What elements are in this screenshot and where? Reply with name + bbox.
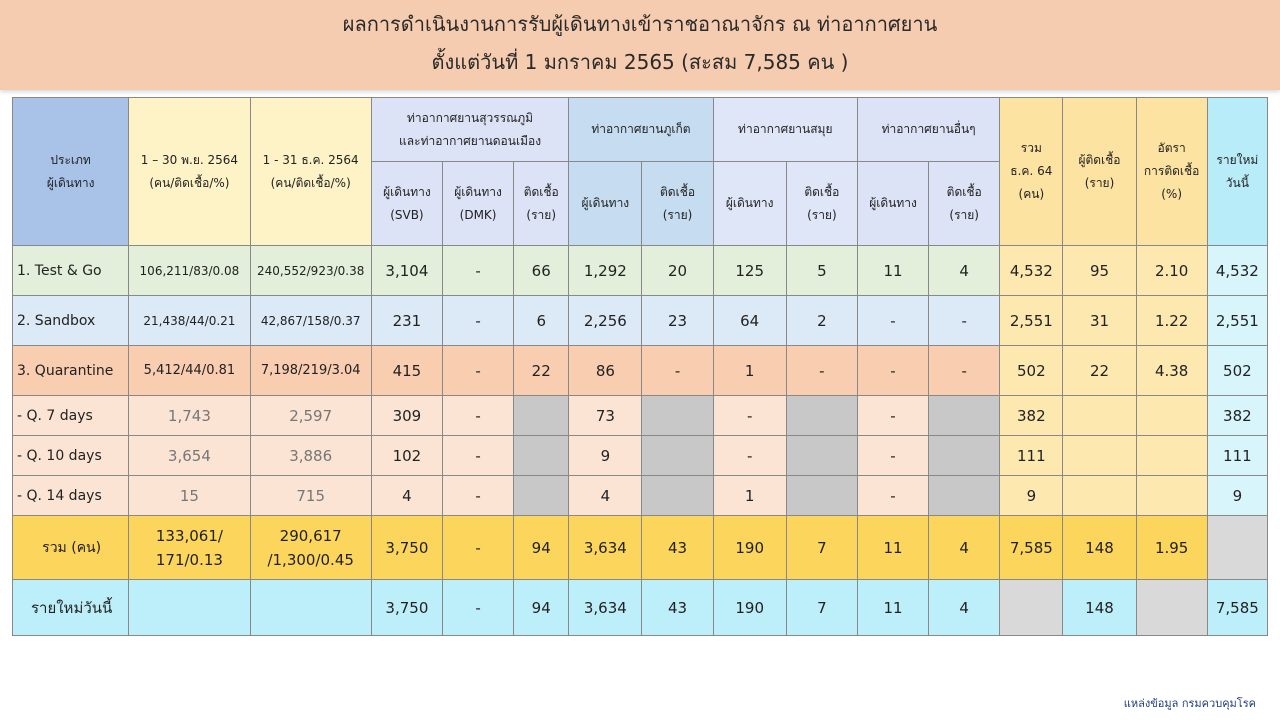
row-label: รวม (คน)	[13, 516, 129, 580]
cell-hkt: 86	[569, 346, 642, 396]
cell-rate	[1136, 396, 1207, 436]
table-row	[13, 396, 1268, 436]
cell-infected: 148	[1063, 516, 1136, 580]
cell-new-today: 2,551	[1207, 296, 1267, 346]
cell-dmk: -	[442, 396, 513, 436]
cell-sum: 2,551	[1000, 296, 1063, 346]
cell-svb-infected: 6	[514, 296, 569, 346]
row-label: 3. Quarantine	[13, 346, 129, 396]
cell-infected	[1063, 476, 1136, 516]
col-header-dec: 1 - 31 ธ.ค. 2564 (คน/ติดเชื้อ/%)	[250, 98, 371, 246]
cell-usm-infected	[786, 396, 857, 436]
cell-hkt-infected: 43	[642, 516, 713, 580]
cell-other-infected	[929, 476, 1000, 516]
col-header-new-today: รายใหม่ วันนี้	[1207, 98, 1267, 246]
cell-dec: 7,198/219/3.04	[250, 346, 371, 396]
page-title: ผลการดำเนินงานการรับผู้เดินทางเข้าราชอาณาจักร ณ ท่าอากาศยาน	[342, 12, 938, 36]
cell-svb-infected: 66	[514, 246, 569, 296]
cell-hkt-infected: 20	[642, 246, 713, 296]
cell-svb: 309	[371, 396, 442, 436]
cell-dmk: -	[442, 436, 513, 476]
cell-svb-infected: 22	[514, 346, 569, 396]
cell-dmk: -	[442, 246, 513, 296]
table-row	[13, 296, 1268, 346]
cell-hkt: 73	[569, 396, 642, 436]
cell-sum: 4,532	[1000, 246, 1063, 296]
cell-nov	[129, 580, 250, 636]
cell-new-today: 4,532	[1207, 246, 1267, 296]
col-header-usm-travelers: ผู้เดินทาง	[713, 162, 786, 246]
col-header-svb-group: ท่าอากาศยานสุวรรณภูมิ และท่าอากาศยานดอนเมือง	[371, 98, 568, 162]
col-header-other-group: ท่าอากาศยานอื่นๆ	[857, 98, 999, 162]
cell-other-infected	[929, 436, 1000, 476]
cell-hkt-infected	[642, 476, 713, 516]
cell-new-today	[1207, 516, 1267, 580]
table-row	[13, 476, 1268, 516]
cell-usm-infected: 7	[786, 580, 857, 636]
cell-infected: 31	[1063, 296, 1136, 346]
cell-other-infected: -	[929, 346, 1000, 396]
cell-svb-infected	[514, 396, 569, 436]
col-header-svb-infected: ติดเชื้อ (ราย)	[514, 162, 569, 246]
cell-dec: 2,597	[250, 396, 371, 436]
cell-hkt-infected: 23	[642, 296, 713, 346]
cell-hkt-infected: 43	[642, 580, 713, 636]
cell-svb-infected: 94	[514, 516, 569, 580]
cell-infected	[1063, 436, 1136, 476]
cell-other-infected: 4	[929, 246, 1000, 296]
cell-rate	[1136, 436, 1207, 476]
cell-usm-infected: 5	[786, 246, 857, 296]
cell-nov: 15	[129, 476, 250, 516]
col-header-hkt-travelers: ผู้เดินทาง	[569, 162, 642, 246]
row-label: - Q. 7 days	[13, 396, 129, 436]
cell-dmk: -	[442, 580, 513, 636]
cell-rate: 2.10	[1136, 246, 1207, 296]
arrivals-table	[12, 97, 1268, 636]
cell-rate	[1136, 580, 1207, 636]
cell-other-infected: 4	[929, 580, 1000, 636]
col-header-other-infected: ติดเชื้อ (ราย)	[929, 162, 1000, 246]
page-subtitle: ตั้งแต่วันที่ 1 มกราคม 2565 (สะสม 7,585 คน )	[431, 50, 849, 74]
table-row	[13, 436, 1268, 476]
cell-svb: 3,750	[371, 516, 442, 580]
table-row	[13, 246, 1268, 296]
cell-other: 11	[857, 580, 928, 636]
cell-sum: 111	[1000, 436, 1063, 476]
cell-svb: 3,104	[371, 246, 442, 296]
cell-svb-infected: 94	[514, 580, 569, 636]
cell-dec: 240,552/923/0.38	[250, 246, 371, 296]
cell-usm: -	[713, 436, 786, 476]
cell-other-infected	[929, 396, 1000, 436]
source-note: แหล่งข้อมูล กรมควบคุมโรค	[1123, 697, 1256, 710]
cell-infected: 148	[1063, 580, 1136, 636]
col-header-type: ประเภท ผู้เดินทาง	[13, 98, 129, 246]
col-header-hkt-group: ท่าอากาศยานภูเก็ต	[569, 98, 713, 162]
cell-nov: 5,412/44/0.81	[129, 346, 250, 396]
cell-sum: 382	[1000, 396, 1063, 436]
cell-svb-infected	[514, 476, 569, 516]
cell-other-infected: 4	[929, 516, 1000, 580]
cell-sum: 9	[1000, 476, 1063, 516]
cell-other: -	[857, 476, 928, 516]
col-header-rate: อัตรา การติดเชื้อ (%)	[1136, 98, 1207, 246]
cell-dec: 3,886	[250, 436, 371, 476]
cell-hkt-infected	[642, 396, 713, 436]
cell-new-today: 7,585	[1207, 580, 1267, 636]
cell-usm: 64	[713, 296, 786, 346]
cell-usm: 190	[713, 516, 786, 580]
cell-dec	[250, 580, 371, 636]
col-header-nov: 1 – 30 พ.ย. 2564 (คน/ติดเชื้อ/%)	[129, 98, 250, 246]
cell-dmk: -	[442, 476, 513, 516]
cell-nov: 3,654	[129, 436, 250, 476]
cell-new-today: 502	[1207, 346, 1267, 396]
cell-other: -	[857, 296, 928, 346]
cell-dec: 715	[250, 476, 371, 516]
col-header-infected: ผู้ติดเชื้อ (ราย)	[1063, 98, 1136, 246]
table-row	[13, 346, 1268, 396]
cell-dmk: -	[442, 346, 513, 396]
cell-usm: -	[713, 396, 786, 436]
row-label: 2. Sandbox	[13, 296, 129, 346]
cell-usm: 125	[713, 246, 786, 296]
cell-hkt: 2,256	[569, 296, 642, 346]
cell-dmk: -	[442, 296, 513, 346]
cell-sum	[1000, 580, 1063, 636]
col-header-usm-group: ท่าอากาศยานสมุย	[713, 98, 857, 162]
cell-hkt: 4	[569, 476, 642, 516]
cell-nov: 133,061/ 171/0.13	[129, 516, 250, 580]
cell-usm-infected: -	[786, 346, 857, 396]
cell-other: -	[857, 436, 928, 476]
cell-nov: 21,438/44/0.21	[129, 296, 250, 346]
cell-hkt: 3,634	[569, 516, 642, 580]
cell-hkt-infected: -	[642, 346, 713, 396]
cell-usm-infected: 2	[786, 296, 857, 346]
cell-infected: 95	[1063, 246, 1136, 296]
cell-dmk: -	[442, 516, 513, 580]
cell-usm-infected	[786, 436, 857, 476]
col-header-usm-infected: ติดเชื้อ (ราย)	[786, 162, 857, 246]
cell-rate: 4.38	[1136, 346, 1207, 396]
col-header-other-travelers: ผู้เดินทาง	[857, 162, 928, 246]
cell-usm: 1	[713, 346, 786, 396]
row-label: - Q. 14 days	[13, 476, 129, 516]
cell-rate: 1.95	[1136, 516, 1207, 580]
cell-new-today: 111	[1207, 436, 1267, 476]
cell-rate	[1136, 476, 1207, 516]
cell-sum: 7,585	[1000, 516, 1063, 580]
cell-dec: 42,867/158/0.37	[250, 296, 371, 346]
cell-infected: 22	[1063, 346, 1136, 396]
row-label: รายใหม่วันนี้	[13, 580, 129, 636]
cell-svb: 415	[371, 346, 442, 396]
today-row	[13, 580, 1268, 636]
title-banner	[0, 0, 1280, 90]
total-row	[13, 516, 1268, 580]
cell-new-today: 382	[1207, 396, 1267, 436]
col-header-dmk-travelers: ผู้เดินทาง (DMK)	[442, 162, 513, 246]
cell-hkt: 9	[569, 436, 642, 476]
cell-nov: 1,743	[129, 396, 250, 436]
cell-usm: 1	[713, 476, 786, 516]
col-header-svb-travelers: ผู้เดินทาง (SVB)	[371, 162, 442, 246]
cell-nov: 106,211/83/0.08	[129, 246, 250, 296]
cell-rate: 1.22	[1136, 296, 1207, 346]
cell-other: 11	[857, 516, 928, 580]
cell-hkt: 1,292	[569, 246, 642, 296]
cell-svb: 3,750	[371, 580, 442, 636]
cell-dec: 290,617 /1,300/0.45	[250, 516, 371, 580]
cell-svb: 102	[371, 436, 442, 476]
cell-usm-infected: 7	[786, 516, 857, 580]
cell-other: 11	[857, 246, 928, 296]
cell-hkt-infected	[642, 436, 713, 476]
cell-hkt: 3,634	[569, 580, 642, 636]
cell-other: -	[857, 346, 928, 396]
col-header-sum: รวม ธ.ค. 64 (คน)	[1000, 98, 1063, 246]
cell-usm-infected	[786, 476, 857, 516]
cell-usm: 190	[713, 580, 786, 636]
cell-other: -	[857, 396, 928, 436]
row-label: 1. Test & Go	[13, 246, 129, 296]
cell-sum: 502	[1000, 346, 1063, 396]
cell-new-today: 9	[1207, 476, 1267, 516]
cell-svb: 4	[371, 476, 442, 516]
cell-svb-infected	[514, 436, 569, 476]
cell-svb: 231	[371, 296, 442, 346]
col-header-hkt-infected: ติดเชื้อ (ราย)	[642, 162, 713, 246]
cell-infected	[1063, 396, 1136, 436]
cell-other-infected: -	[929, 296, 1000, 346]
row-label: - Q. 10 days	[13, 436, 129, 476]
